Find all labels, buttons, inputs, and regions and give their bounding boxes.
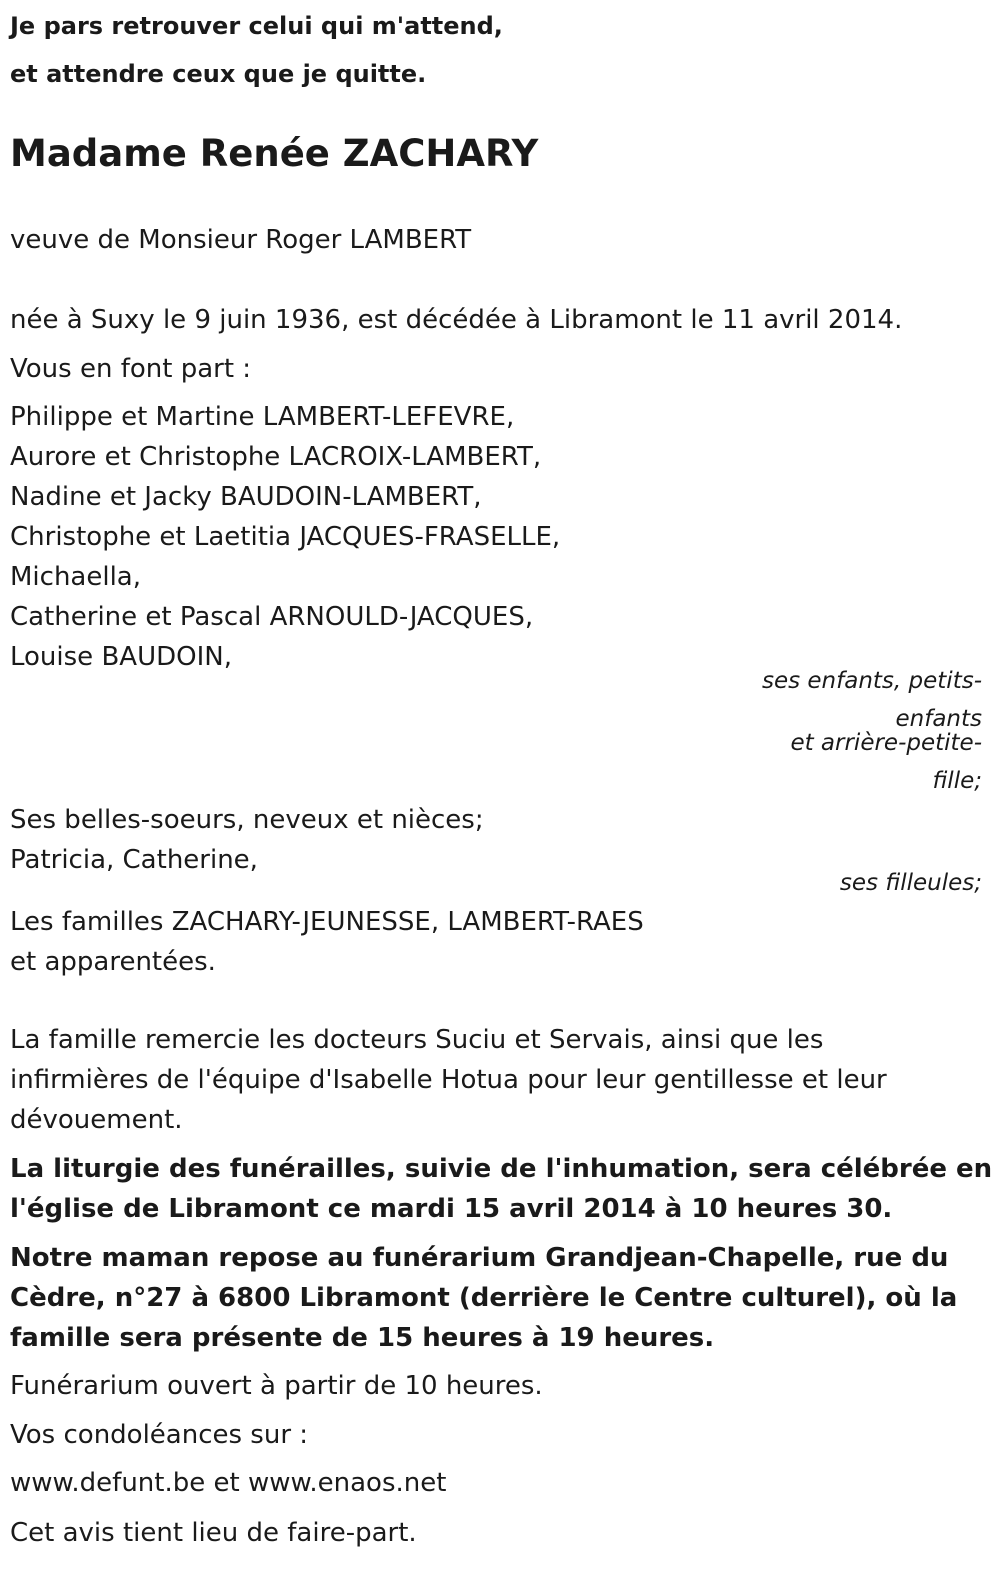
family-role-line: enfants [895,706,982,732]
family-list-item: Michaella, [10,562,142,592]
condolences-intro: Vos condoléances sur : [10,1420,309,1450]
epigraph-line: Je pars retrouver celui qui m'attend, [10,12,503,40]
funerarium-line: Notre maman repose au funérarium Grandjean-Chapelle, rue du [10,1243,949,1273]
family-list-item: Philippe et Martine LAMBERT-LEFEVRE, [10,402,515,432]
thanks-line: La famille remercie les docteurs Suciu et Servais, ainsi que les [10,1025,824,1055]
family-list-item: Louise BAUDOIN, [10,642,232,672]
family-list [10,397,560,677]
announce-intro: Vous en font part : [10,354,252,384]
funerarium-paragraph [10,1238,957,1358]
godchildren-role: ses filleules; [839,870,982,896]
thanks-line: infirmières de l'équipe d'Isabelle Hotua pour leur gentillesse et leur [10,1065,887,1095]
liturgy-line: La liturgie des funérailles, suivie de l'inhumation, sera célébrée en [10,1154,993,1184]
deceased-name: Madame Renée ZACHARY [10,132,539,175]
thanks-paragraph [10,1020,887,1140]
spouse-line: veuve de Monsieur Roger LAMBERT [10,225,472,255]
liturgy-paragraph [10,1149,992,1229]
family-role-line: ses enfants, petits- [761,668,982,694]
godchildren-line: Patricia, Catherine, [10,845,258,875]
epigraph [10,2,503,98]
family-role-line: fille; [932,768,982,794]
closing-line: Cet avis tient lieu de faire-part. [10,1518,417,1548]
families-line: et apparentées. [10,947,216,977]
funerarium-line: famille sera présente de 15 heures à 19 heures. [10,1323,715,1353]
families-line: Les familles ZACHARY-JEUNESSE, LAMBERT-RAES [10,907,644,937]
relatives-line: Ses belles-soeurs, neveux et nièces; [10,805,484,835]
family-list-item: Christophe et Laetitia JACQUES-FRASELLE, [10,522,561,552]
condolences-sites: www.defunt.be et www.enaos.net [10,1468,447,1498]
family-role-line: et arrière-petite- [790,730,982,756]
family-list-item: Catherine et Pascal ARNOULD-JACQUES, [10,602,534,632]
family-list-item: Nadine et Jacky BAUDOIN-LAMBERT, [10,482,482,512]
thanks-line: dévouement. [10,1105,183,1135]
families-block [10,902,644,982]
funerarium-line: Cèdre, n°27 à 6800 Libramont (derrière le Centre culturel), où la [10,1283,958,1313]
epigraph-line: et attendre ceux que je quitte. [10,60,427,88]
liturgy-line: l'église de Libramont ce mardi 15 avril 2014 à 10 heures 30. [10,1194,893,1224]
birth-death-line: née à Suxy le 9 juin 1936, est décédée à Libramont le 11 avril 2014. [10,305,903,335]
family-role-b [790,724,982,800]
family-list-item: Aurore et Christophe LACROIX-LAMBERT, [10,442,542,472]
opening-line: Funérarium ouvert à partir de 10 heures. [10,1371,543,1401]
